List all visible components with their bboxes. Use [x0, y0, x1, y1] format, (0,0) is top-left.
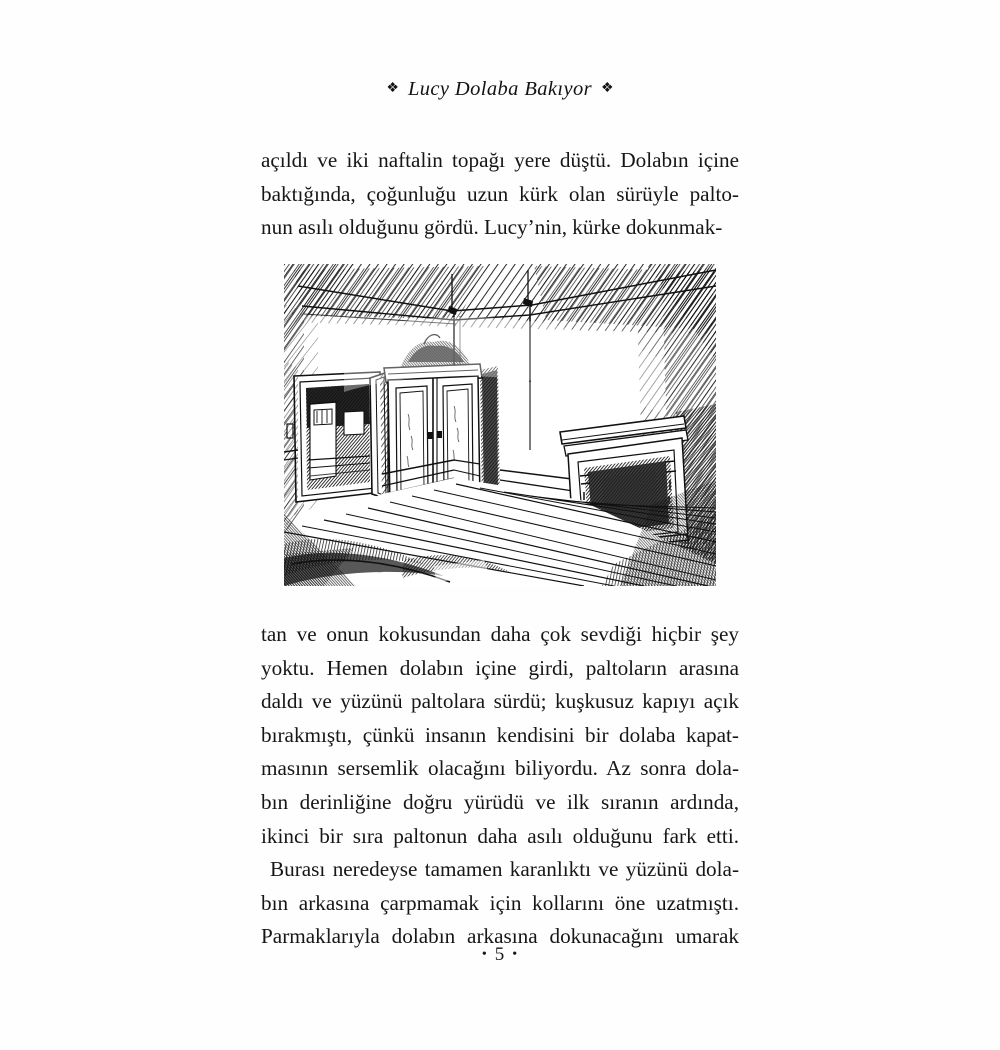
text-line: bın arkasına çarpmamak için kollarını öne uzatmıştı.	[261, 890, 739, 915]
text-line: bın derinliğine doğru yürüdü ve ilk sıranın ardında,	[261, 789, 739, 814]
body-text-bottom	[261, 618, 739, 954]
folio-dot-left: •	[481, 947, 488, 962]
text-line: açıldı ve iki naftalin topağı yere düştü. Dolabın içine	[261, 148, 739, 172]
text-line: masının sersemlik olacağını biliyordu. Az sonra dola-	[261, 756, 739, 781]
text-line: nun asılı olduğunu gördü. Lucy’nin, kürke dokunmak-	[261, 215, 723, 240]
text-line: bırakmıştı, çünkü insanın kendisini bir dolaba kapat-	[261, 722, 739, 747]
folio-number: 5	[494, 944, 506, 965]
page-number	[0, 944, 1000, 966]
running-head	[0, 78, 1000, 101]
ornament-right-icon: ❖	[601, 81, 614, 96]
body-text-top	[261, 144, 739, 245]
text-line: daldı ve yüzünü paltolara sürdü; kuşkusuz kapıyı açık	[261, 689, 739, 714]
paragraph-new	[261, 853, 739, 954]
text-line: Burası neredeyse tamamen karanlıktı ve yüzünü dola-	[270, 857, 739, 882]
paragraph-continuation-top	[261, 144, 739, 245]
ornament-left-icon: ❖	[386, 81, 399, 96]
room-illustration	[284, 264, 716, 586]
text-line: yoktu. Hemen dolabın içine girdi, paltoların arasına	[261, 655, 739, 680]
text-line: ikinci bir sıra paltonun daha asılı olduğunu fark etti.	[261, 823, 739, 848]
text-line: baktığında, çoğunluğu uzun kürk olan sürüyle palto-	[261, 181, 739, 206]
folio-dot-right: •	[512, 947, 519, 962]
text-line: tan ve onun kokusundan daha çok sevdiği hiçbir şey	[261, 622, 739, 646]
running-head-title: Lucy Dolaba Bakıyor	[407, 78, 593, 100]
text-line: Parmaklarıyla dolabın arkasına dokunacağını umarak	[261, 924, 739, 949]
paragraph-continuation-bottom	[261, 618, 739, 853]
